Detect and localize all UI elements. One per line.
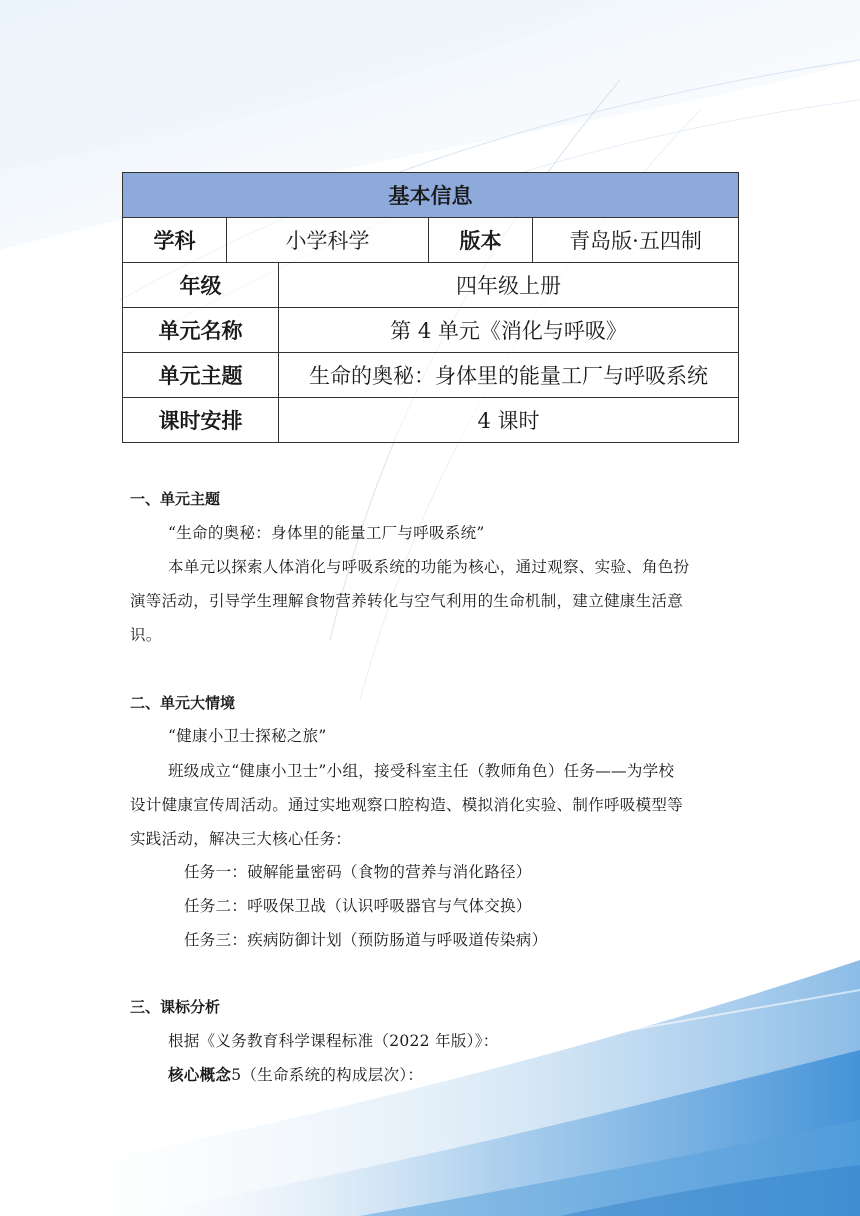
paragraph-line: 本单元以探索人体消化与呼吸系统的功能为核心，通过观察、实验、角色扮 <box>168 558 690 576</box>
core-concept-text: 5（生命系统的构成层次）： <box>231 1066 424 1084</box>
unit-theme-quote: “生命的奥秘：身体里的能量工厂与呼吸系统” <box>168 524 485 542</box>
task-item: 任务二：呼吸保卫战（认识呼吸器官与气体交换） <box>184 897 532 915</box>
core-concept-label: 核心概念 <box>168 1066 232 1084</box>
subject-value: 小学科学 <box>227 218 429 263</box>
subject-label: 学科 <box>123 218 227 263</box>
paragraph-line: 识。 <box>130 626 162 644</box>
paragraph-line: 班级成立“健康小卫士”小组，接受科室主任（教师角色）任务——为学校 <box>168 762 675 780</box>
paragraph-line: 设计健康宣传周活动。通过实地观察口腔构造、模拟消化实验、制作呼吸模型等 <box>130 796 684 814</box>
unit-name-label: 单元名称 <box>123 308 279 353</box>
paragraph-line: 实践活动，解决三大核心任务： <box>130 830 352 848</box>
core-concept-line <box>168 1063 423 1085</box>
context-quote: “健康小卫士探秘之旅” <box>168 727 327 745</box>
unit-theme-label: 单元主题 <box>123 353 279 398</box>
schedule-value: 4 课时 <box>279 398 739 443</box>
unit-theme-value: 生命的奥秘：身体里的能量工厂与呼吸系统 <box>279 353 739 398</box>
basic-info-table <box>122 172 739 443</box>
standards-source-line: 根据《义务教育科学课程标准（2022 年版）》： <box>168 1032 499 1050</box>
task-item: 任务一：破解能量密码（食物的营养与消化路径） <box>184 863 532 881</box>
schedule-label: 课时安排 <box>123 398 279 443</box>
paragraph-line: 演等活动，引导学生理解食物营养转化与空气利用的生命机制，建立健康生活意 <box>130 592 684 610</box>
section-heading-unit-theme: 一、单元主题 <box>130 490 221 508</box>
grade-label: 年级 <box>123 263 279 308</box>
unit-name-value: 第 4 单元《消化与呼吸》 <box>279 308 739 353</box>
edition-value: 青岛版·五四制 <box>533 218 739 263</box>
table-title: 基本信息 <box>123 173 739 218</box>
section-heading-context: 二、单元大情境 <box>130 694 236 712</box>
section-heading-standards: 三、课标分析 <box>130 998 221 1016</box>
edition-label: 版本 <box>429 218 533 263</box>
task-item: 任务三：疾病防御计划（预防肠道与呼吸道传染病） <box>184 931 548 949</box>
grade-value: 四年级上册 <box>279 263 739 308</box>
